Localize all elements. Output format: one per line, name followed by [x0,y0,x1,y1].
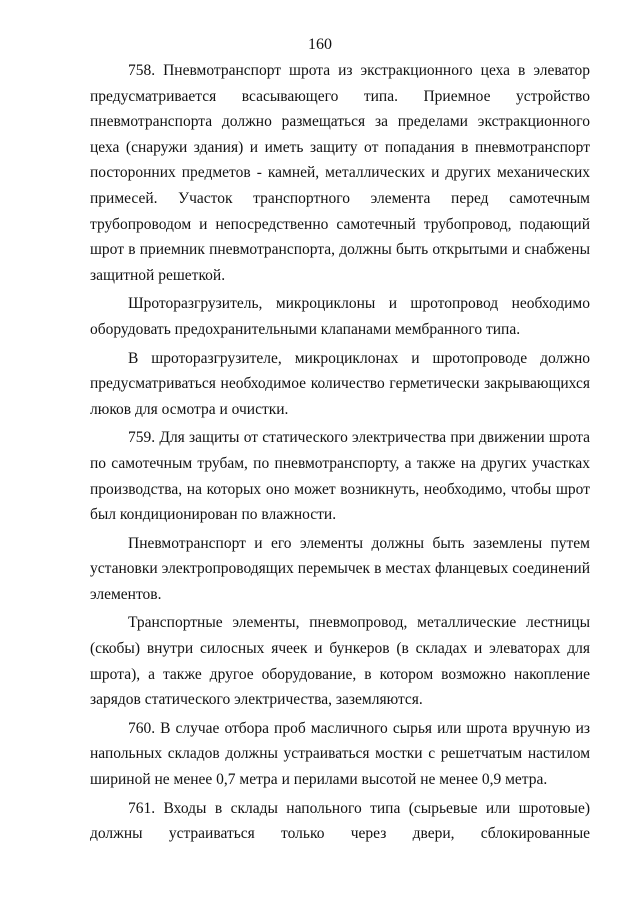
paragraph-759: 759. Для защиты от статического электричества при движении шрота по самотечным трубам, по пневмотранспорту, а также на других участках производства, на которых оно может возникнуть, необходимо, чтобы шрот был кондиционирован по влажности. [90,429,590,524]
paragraph-761: 761. Входы в склады напольного типа (сырьевые или шротовые) должны устраиваться только через двери, сблокированные [90,799,590,843]
paragraph-hatches: В шроторазгрузителе, микроциклонах и шротопроводе должно предусматриваться необходимое количество герметически закрывающихся люков для осмотра и очистки. [90,349,590,418]
paragraph-grounded-equipment: Транспортные элементы, пневмопровод, металлические лестницы (скобы) внутри силосных ячеек и бункеров (в складах и элеваторах для шрота), а также другое оборудование, в котором возможно накопление зарядов статического электричества, заземляются. [90,614,590,709]
paragraph-shrot-unloader-valves: Шроторазгрузитель, микроциклоны и шротопровод необходимо оборудовать предохранительными клапанами мембранного типа. [90,295,590,338]
paragraph-758: 758. Пневмотранспорт шрота из экстракционного цеха в элеватор предусматривается всасывающего типа. Приемное устройство пневмотранспорта должно размещаться за пределами экстракционного цеха (снаружи здания) и иметь защиту от попадания в пневмотранспорт посторонних предметов - камней, металлических и других механических примесей. Участок транспортного элемента перед самотечным трубопроводом и непосредственно самотечный трубопровод, подающий шрот в приемник пневмотранспорта, должны быть открытыми и снабжены защитной решеткой. [90,62,590,284]
page-number: 160 [308,36,332,53]
document-body [90,58,590,850]
paragraph-760: 760. В случае отбора проб масличного сырья или шрота вручную из напольных складов должны устраиваться мостки с решетчатым настилом шириной не менее 0,7 метра и перилами высотой не менее 0,9 метра. [90,719,590,789]
paragraph-grounding-jumpers: Пневмотранспорт и его элементы должны быть заземлены путем установки электропроводящих перемычек в местах фланцевых соединений элементов. [90,534,590,603]
